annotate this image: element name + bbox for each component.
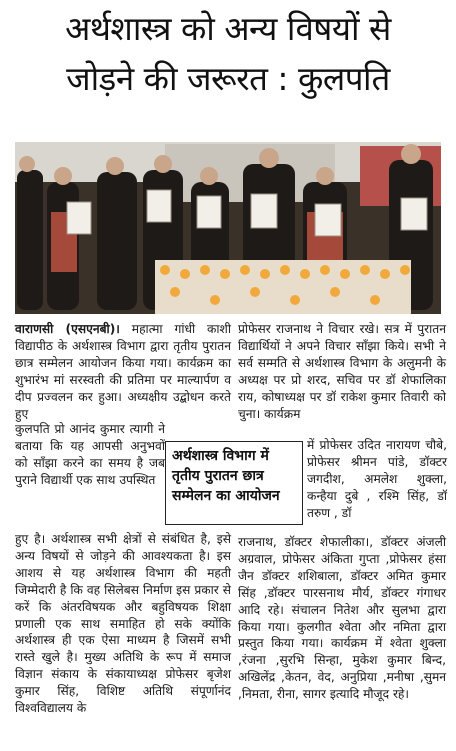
article-column-right-bottom	[238, 534, 446, 749]
pull-quote-line-2: तृतीय पुरातन छात्र	[172, 468, 264, 484]
article-text-2: कुलपति प्रो आनंद कुमार त्यागी ने बताया कि यह आपसी अनुभवों को साँझा करने का समय है जब पुराने विद्यार्थी एक साथ उपस्थित	[15, 422, 165, 487]
pull-quote-line-3: सम्मेलन का आयोजन	[172, 488, 280, 504]
article-column-left-fragment	[15, 421, 165, 534]
event-photo-graphic	[15, 142, 441, 314]
pull-quote-line-1: अर्थशास्त्र विभाग में	[172, 448, 269, 464]
headline-line-1: अर्थशास्त्र को अन्य विषयों से	[65, 9, 391, 48]
headline-line-2: जोड़ने की जरूरत : कुलपति	[66, 59, 390, 98]
article-text-1: महात्मा गांधी काशी विद्यापीठ के अर्थशास्त्र विभाग द्वारा तृतीय पुरातन छात्र सम्मेलन आयोजन किया गया। कार्यक्रम का शुभारंभ मां सरस्वती की प्रतिमा पर माल्यार्पण व दीप प्रज्वलन कर हुआ। अध्यक्षीय उद्बोधन करते हुए	[15, 322, 231, 421]
article-column-right-fragment	[307, 437, 447, 540]
article-column-right-top	[238, 321, 446, 439]
article-text-4: प्रोफेसर राजनाथ ने विचार रखे। सत्र में पुरातन विद्यार्थियों ने अपने विचार साँझा किये। सभी ने सर्व सम्मति से अर्थशास्त्र विभाग के अलुमनी के अध्यक्ष पर प्रो शरद, सचिव पर डॉ शेफालिका राय, कोषाध्यक्ष पर डॉ राकेश कुमार तिवारी को चुना। कार्यक्रम	[238, 322, 446, 421]
article-text-5: में प्रोफेसर उदित नारायण चौबे, प्रोफेसर श्रीमन पांडे, डॉक्टर जगदीश, अमलेश शुक्ला, कन्हैया दुबे , रश्मि सिंह, डॉ तरुण , डॉ	[307, 438, 447, 520]
pull-quote-box	[165, 441, 303, 525]
dateline: वाराणसी (एसएनबी)।	[15, 322, 120, 336]
article-text-3: हुए है। अर्थशास्त्र सभी क्षेत्रों से संबंधित है, इसे अन्य विषयों से जोड़ने की आवश्यकता है। इस आशय से यह अर्थशास्त्र विभाग की महती जिम्मेदारी है कि वह सिलेबस निर्माण इस प्रकार से करें कि अंतरविषयक और बहुविषयक शिक्षा प्रणाली एक साथ समाहित हो सके क्योंकि अर्थशास्त्र ही एक ऐसा माध्यम है जिसमें सभी रास्ते खुले है। मुख्य अतिथि के रूप में समाज विज्ञान संकाय के संकायाध्यक्ष प्रोफेसर बृजेश कुमार सिंह, विशिष्ट अतिथि संपूर्णानंद विश्वविद्यालय के	[15, 532, 231, 716]
event-photo	[15, 142, 441, 314]
article-column-left-bottom	[15, 531, 231, 749]
article-text-6: राजनाथ, डॉक्टर शेफालीका।, डॉक्टर अंजली अग्रवाल, प्रोफेसर अंकिता गुप्ता ,प्रोफेसर हंसा जैन डॉक्टर शशिबाला, डॉक्टर अमित कुमार सिंह ,डॉक्टर पारसनाथ मौर्य, डॉक्टर गंगाधर आदि रहे। संचालन नितेश और सुलभा द्वारा किया गया। कुलगीत श्वेता और नमिता द्वारा प्रस्तुत किया गया। कार्यक्रम में श्वेता शुक्ला ,रंजना ,सुरभि सिन्हा, मुकेश कुमार बिन्द, अखिलेंद्र ,केतन, वेद, अनुप्रिया ,मनीषा ,सुमन ,निमता, रीना, सागर इत्यादि मौजूद रहे।	[238, 535, 446, 702]
article-column-left-top	[15, 321, 231, 421]
headline	[0, 4, 456, 104]
